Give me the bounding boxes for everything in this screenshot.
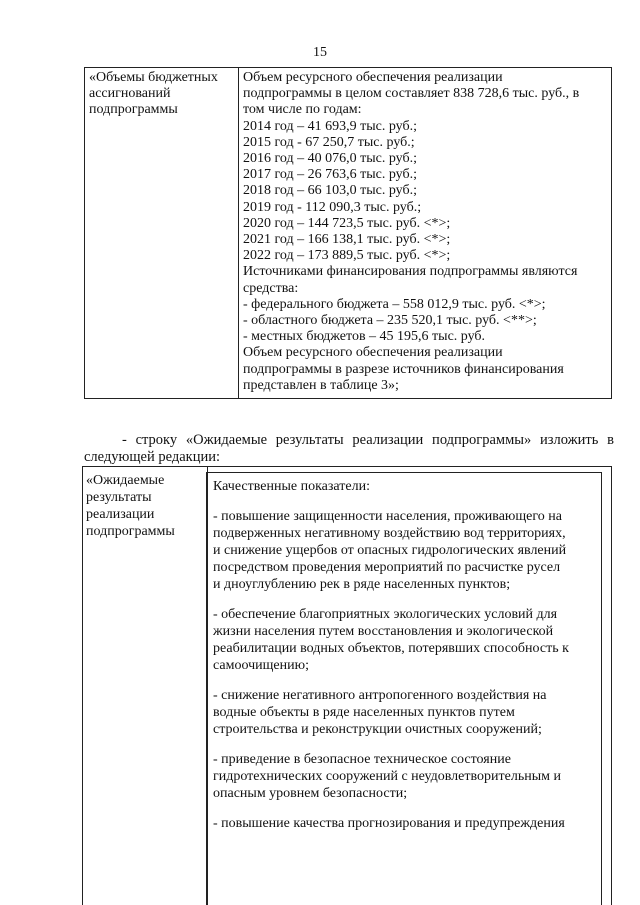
year-2017-line: 2017 год – 26 763,6 тыс. руб.; bbox=[243, 167, 417, 183]
paragraph-line: - повышение защищенности населения, проживающего на bbox=[213, 509, 562, 524]
amendment-instruction bbox=[84, 432, 614, 466]
label-line: «Объемы бюджетных bbox=[89, 70, 218, 85]
local-budget-line: - местных бюджетов – 45 195,6 тыс. руб. bbox=[243, 329, 486, 345]
indicator-paragraph bbox=[213, 508, 601, 593]
paragraph-line: водные объекты в ряде населенных пунктов путем bbox=[213, 705, 515, 720]
instruction-line: - строку «Ожидаемые результаты реализации подпрограммы» изложить в bbox=[122, 432, 614, 448]
year-2021-line: 2021 год – 166 138,1 тыс. руб. <*>; bbox=[243, 232, 451, 248]
paragraph-line: - обеспечение благоприятных экологических условий для bbox=[213, 607, 558, 622]
indicator-paragraph bbox=[213, 606, 601, 674]
budget-allocations-label bbox=[85, 68, 239, 399]
paragraph-line: опасным уровнем безопасности; bbox=[213, 786, 408, 801]
year-2022-line: 2022 год – 173 889,5 тыс. руб. <*>; bbox=[243, 248, 451, 264]
paragraph-line: гидротехнических сооружений с неудовлетворительным и bbox=[213, 769, 561, 784]
paragraph-line: самоочищению; bbox=[213, 658, 309, 673]
indicator-paragraph bbox=[213, 815, 601, 832]
year-2020-line: 2020 год – 144 723,5 тыс. руб. <*>; bbox=[243, 215, 451, 231]
paragraph-line: - повышение качества прогнозирования и предупреждения bbox=[213, 816, 565, 831]
indicator-paragraph bbox=[213, 751, 601, 802]
label-line: подпрограммы bbox=[86, 524, 175, 539]
label-line: подпрограммы bbox=[89, 102, 178, 118]
federal-budget-line: - федерального бюджета – 558 012,9 тыс. руб. <*>; bbox=[243, 296, 546, 312]
content-line: Объем ресурсного обеспечения реализации bbox=[243, 70, 503, 85]
expected-results-content bbox=[213, 478, 601, 845]
year-2018-line: 2018 год – 66 103,0 тыс. руб.; bbox=[243, 183, 417, 199]
paragraph-line: реабилитации водных объектов, потерявших способность к bbox=[213, 641, 569, 656]
heading-line: Качественные показатели: bbox=[213, 479, 370, 494]
indicator-paragraph bbox=[213, 687, 601, 738]
expected-results-label bbox=[86, 472, 206, 540]
budget-allocations-content bbox=[239, 68, 612, 399]
year-2019-line: 2019 год - 112 090,3 тыс. руб.; bbox=[243, 199, 422, 215]
paragraph-line: - приведение в безопасное техническое состояние bbox=[213, 752, 511, 767]
content-line: средства: bbox=[243, 280, 299, 296]
year-2015-line: 2015 год - 67 250,7 тыс. руб.; bbox=[243, 134, 415, 150]
content-line: Объем ресурсного обеспечения реализации bbox=[243, 345, 503, 361]
year-2014-line: 2014 год – 41 693,9 тыс. руб.; bbox=[243, 118, 417, 134]
content-line: подпрограммы в разрезе источников финансирования bbox=[243, 361, 564, 377]
content-line: том числе по годам: bbox=[243, 102, 362, 118]
year-2016-line: 2016 год – 40 076,0 тыс. руб.; bbox=[243, 151, 417, 167]
paragraph-line: - снижение негативного антропогенного воздействия на bbox=[213, 688, 547, 703]
regional-budget-line: - областного бюджета – 235 520,1 тыс. руб. <**>; bbox=[243, 313, 537, 329]
paragraph-line: строительства и реконструкции очистных сооружений; bbox=[213, 722, 542, 737]
budget-allocations-table bbox=[84, 67, 612, 399]
page-number: 15 bbox=[313, 45, 327, 60]
paragraph-line: и дноуглублению рек в ряде населенных пунктов; bbox=[213, 577, 511, 592]
content-line: подпрограммы в целом составляет 838 728,6 тыс. руб., в bbox=[243, 86, 580, 102]
content-line: Источниками финансирования подпрограммы являются bbox=[243, 264, 578, 280]
label-line: ассигнований bbox=[89, 86, 171, 102]
paragraph-line: подверженных негативному воздействию вод территориях, bbox=[213, 526, 566, 541]
paragraph-line: и снижение ущербов от опасных гидрологических явлений bbox=[213, 543, 567, 558]
instruction-line: следующей редакции: bbox=[84, 449, 221, 465]
content-line: представлен в таблице 3»; bbox=[243, 377, 399, 393]
label-line: результаты bbox=[86, 490, 152, 505]
qualitative-indicators-heading bbox=[213, 478, 601, 495]
label-line: «Ожидаемые bbox=[86, 473, 165, 488]
paragraph-line: жизни населения путем восстановления и экологической bbox=[213, 624, 554, 639]
label-line: реализации bbox=[86, 507, 155, 522]
paragraph-line: посредством проведения мероприятий по расчистке русел bbox=[213, 560, 561, 575]
